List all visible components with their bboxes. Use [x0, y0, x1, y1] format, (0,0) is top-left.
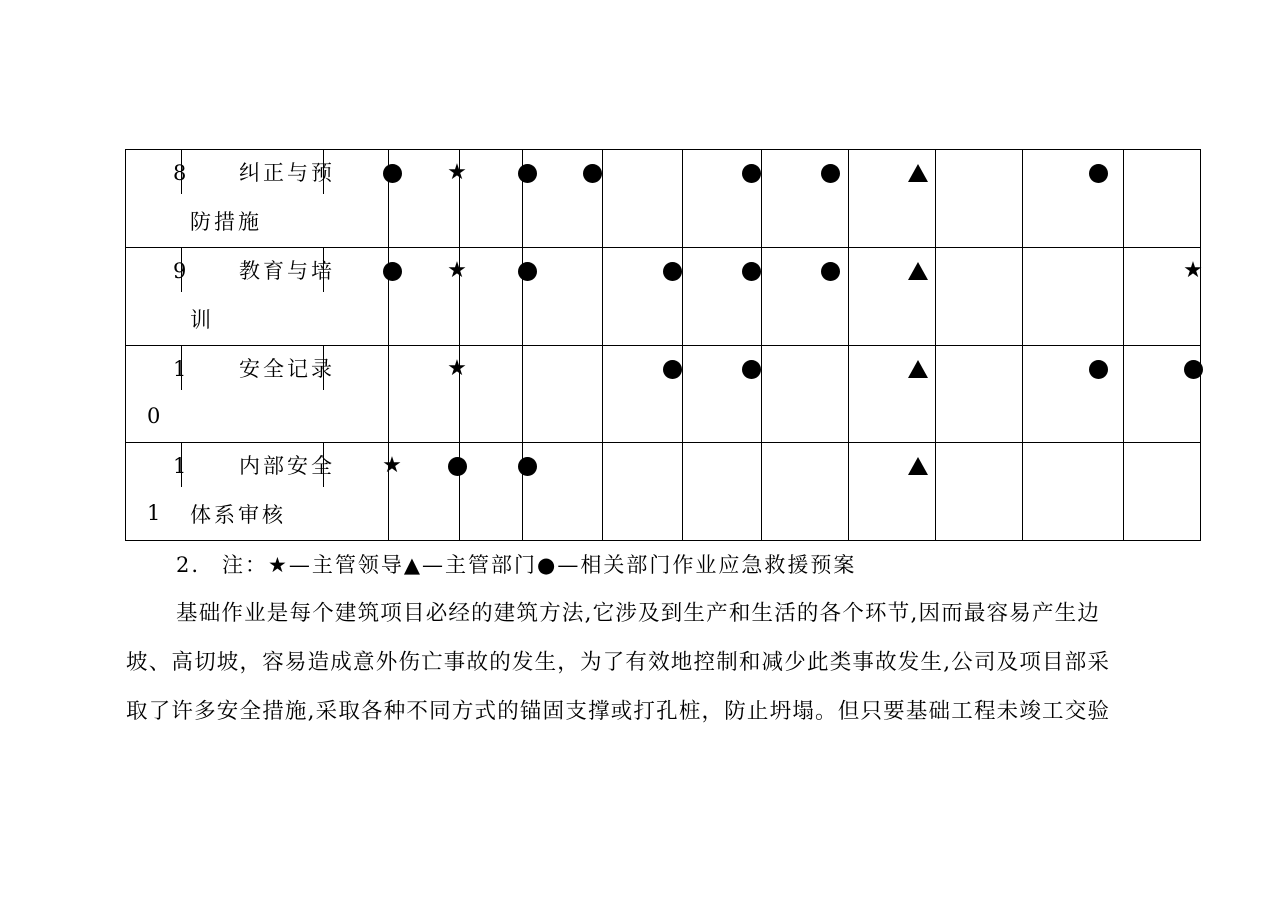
- table-vertical-rule: [1022, 149, 1023, 541]
- row-item-line-1: 安全记录: [239, 357, 335, 381]
- triangle-icon: [906, 161, 930, 185]
- star-icon: ★: [447, 356, 467, 381]
- dot-icon: [515, 161, 539, 185]
- dot-icon: [739, 259, 763, 283]
- row-item-line-1: 教育与培: [239, 259, 335, 283]
- dot-icon: [660, 357, 684, 381]
- row-number-line-1: 9: [173, 259, 187, 283]
- table-horizontal-rule: [125, 540, 1201, 541]
- row-item-line-2: 训: [190, 308, 214, 332]
- paragraph-line-2: 坡、高切坡，容易造成意外伤亡事故的发生，为了有效地控制和减少此类事故发生,公司及项目部采: [126, 650, 1111, 675]
- dot-icon: [380, 161, 404, 185]
- triangle-icon: [906, 454, 930, 478]
- dot-icon: [580, 161, 604, 185]
- row-item-line-2: 体系审核: [190, 503, 286, 527]
- star-icon: ★: [447, 160, 467, 185]
- triangle-icon: [906, 259, 930, 283]
- dot-icon: [739, 357, 763, 381]
- table-horizontal-rule: [125, 442, 1201, 443]
- row-item-line-2: 防措施: [190, 210, 262, 234]
- table-vertical-rule: [522, 149, 523, 541]
- star-icon: ★: [268, 553, 289, 577]
- table-vertical-rule: [1123, 149, 1124, 541]
- dot-icon: [380, 259, 404, 283]
- triangle-icon: [906, 357, 930, 381]
- row-item-line-1: 内部安全: [239, 454, 335, 478]
- table-vertical-rule: [935, 149, 936, 541]
- dot-icon: [1086, 161, 1110, 185]
- table-vertical-rule: [848, 149, 849, 541]
- table-horizontal-rule: [125, 149, 1201, 150]
- table-vertical-rule: [761, 149, 762, 541]
- table-vertical-rule: [459, 149, 460, 541]
- paragraph-line-1: 基础作业是每个建筑项目必经的建筑方法,它涉及到生产和生活的各个环节,因而最容易产生边: [176, 601, 1101, 626]
- row-number-line-2: 0: [147, 404, 161, 428]
- dot-icon: [515, 259, 539, 283]
- dot-icon: [515, 454, 539, 478]
- table-vertical-rule: [388, 149, 389, 541]
- note-number: 2.: [176, 553, 201, 577]
- dot-icon: [739, 161, 763, 185]
- table-vertical-rule: [682, 149, 683, 541]
- table-vertical-rule: [602, 149, 603, 541]
- dot-icon: [1181, 357, 1205, 381]
- legend-note: [176, 552, 856, 578]
- row-item-line-1: 纠正与预: [239, 161, 335, 185]
- star-icon: ★: [382, 453, 402, 478]
- table-horizontal-rule: [125, 247, 1201, 248]
- star-icon: ★: [447, 258, 467, 283]
- note-star-meaning: —主管领导: [288, 553, 404, 577]
- note-label: 注：: [222, 553, 269, 577]
- dot-icon: [1086, 357, 1110, 381]
- note-dot-meaning: —相关部门作业应急救援预案: [557, 553, 857, 577]
- row-number-line-1: 1: [173, 454, 187, 478]
- dot-icon: [660, 259, 684, 283]
- paragraph-line-3: 取了许多安全措施,采取各种不同方式的锚固支撑或打孔桩，防止坍塌。但只要基础工程未竣工交验: [126, 699, 1111, 724]
- row-number-line-1: 1: [173, 357, 187, 381]
- note-triangle-meaning: —主管部门: [422, 553, 538, 577]
- dot-icon: ●: [537, 553, 558, 577]
- row-number-line-2: 1: [147, 501, 161, 525]
- star-icon: ★: [1183, 258, 1203, 283]
- row-number-line-1: 8: [173, 161, 187, 185]
- triangle-icon: ▲: [403, 553, 423, 577]
- dot-icon: [445, 454, 469, 478]
- table-vertical-rule: [1200, 149, 1201, 541]
- dot-icon: [818, 161, 842, 185]
- table-vertical-rule: [125, 149, 126, 541]
- dot-icon: [818, 259, 842, 283]
- table-horizontal-rule: [125, 345, 1201, 346]
